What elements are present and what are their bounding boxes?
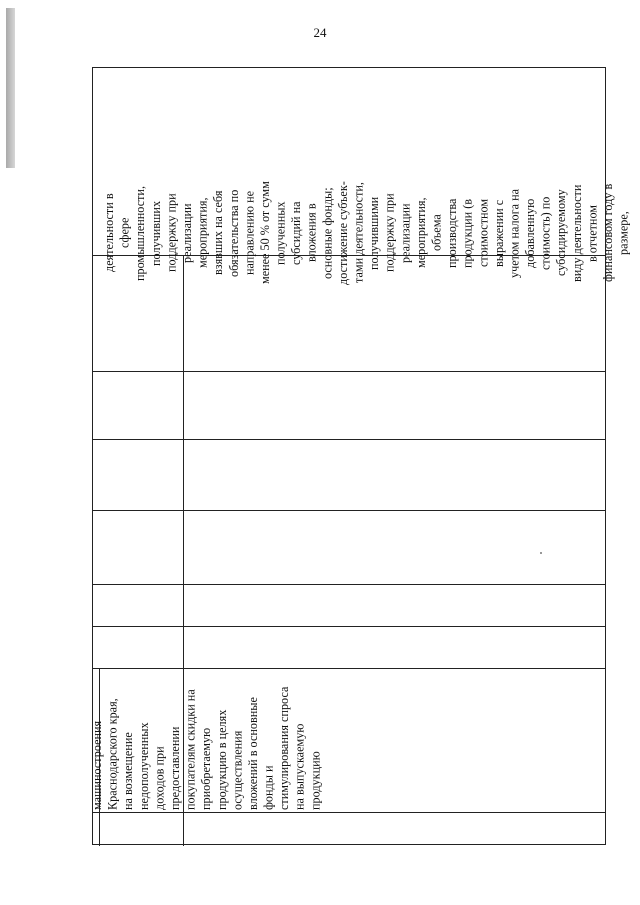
- cell-text-line: Краснодарского края,: [105, 698, 120, 810]
- cell-text-line: покупателям скидки на: [183, 689, 198, 810]
- cell-text-line: сфере: [117, 217, 132, 249]
- cell-text-line: производства: [445, 198, 460, 268]
- cell-text-line: продукции (в: [460, 198, 475, 268]
- rotated-table: [90, 67, 631, 845]
- cell-text-line: менее 50 % от сумм: [257, 181, 272, 285]
- cell-text-line: осуществления: [230, 730, 245, 810]
- page-number: 24: [313, 25, 327, 40]
- cell-text-line: субсидируемому: [554, 189, 569, 277]
- cell-text-line: мероприятия,: [195, 197, 210, 269]
- cell-text-line: на выпускаемую: [292, 723, 307, 810]
- cell-text-line: мероприятия,: [413, 197, 428, 269]
- cell-text-line: основные фонды;: [320, 187, 335, 279]
- cell-text-line: фонды и: [261, 765, 276, 810]
- cell-text-line: полученных: [273, 201, 288, 265]
- cell-text-line: размере,: [616, 211, 631, 255]
- cell-text-line: поддержку при: [382, 193, 397, 273]
- cell-text-line: направлению не: [242, 191, 257, 276]
- cell-text-line: обязательства по: [226, 189, 241, 277]
- cell-text-line: реализации: [398, 203, 413, 263]
- row-divider: [93, 371, 605, 372]
- row-divider: [93, 812, 605, 813]
- cell-text-line: продукцию в целях: [214, 709, 229, 810]
- cell-text-line: получивших: [148, 200, 163, 266]
- measure-description-cell: [90, 672, 324, 810]
- cell-text-line: вложения в: [304, 203, 319, 263]
- cell-text-line: машиностроения: [90, 720, 104, 810]
- row-divider: [93, 668, 605, 669]
- cell-text-line: промышленности,: [133, 185, 148, 281]
- row-divider: [93, 439, 605, 440]
- cell-text-line: стоимостном: [476, 198, 491, 268]
- cell-text-line: в отчетном: [585, 204, 600, 262]
- cell-text-line: учетом налога на: [507, 188, 522, 278]
- cell-text-line: субсидий на: [289, 201, 304, 265]
- cell-text-line: доходов при: [152, 746, 167, 810]
- cell-text-line: взявших на себя: [211, 190, 226, 276]
- cell-text-line: продукцию: [308, 751, 323, 810]
- cell-text-line: выражении с: [491, 199, 506, 267]
- cell-text-line: недополученных: [136, 722, 151, 810]
- row-divider: [93, 626, 605, 627]
- cell-text-line: виду деятельности: [569, 184, 584, 282]
- indicator-description-cell: [102, 138, 632, 328]
- cell-text-line: тами деятельности,: [351, 182, 366, 284]
- cell-text-line: реализации: [179, 203, 194, 263]
- cell-text-line: финансовом году в: [601, 183, 615, 283]
- cell-text-line: достижение субъек-: [335, 181, 350, 285]
- cell-text-line: получившими: [367, 196, 382, 270]
- cell-text-line: вложений в основные: [245, 697, 260, 810]
- cell-text-line: стимулирования спроса: [277, 686, 292, 810]
- cell-text-line: приобретаемую: [199, 727, 214, 810]
- row-divider: [93, 510, 605, 511]
- cell-text-line: деятельности в: [102, 193, 116, 273]
- cell-text-line: объема: [429, 214, 444, 252]
- cell-text-line: добавленную: [523, 198, 538, 268]
- cell-text-line: поддержку при: [164, 193, 179, 273]
- cell-text-line: на возмещение: [121, 732, 136, 810]
- cell-text-line: предоставлении: [167, 726, 182, 810]
- scan-speck: [540, 552, 542, 554]
- cell-text-line: стоимость) по: [538, 196, 553, 270]
- row-divider: [93, 584, 605, 585]
